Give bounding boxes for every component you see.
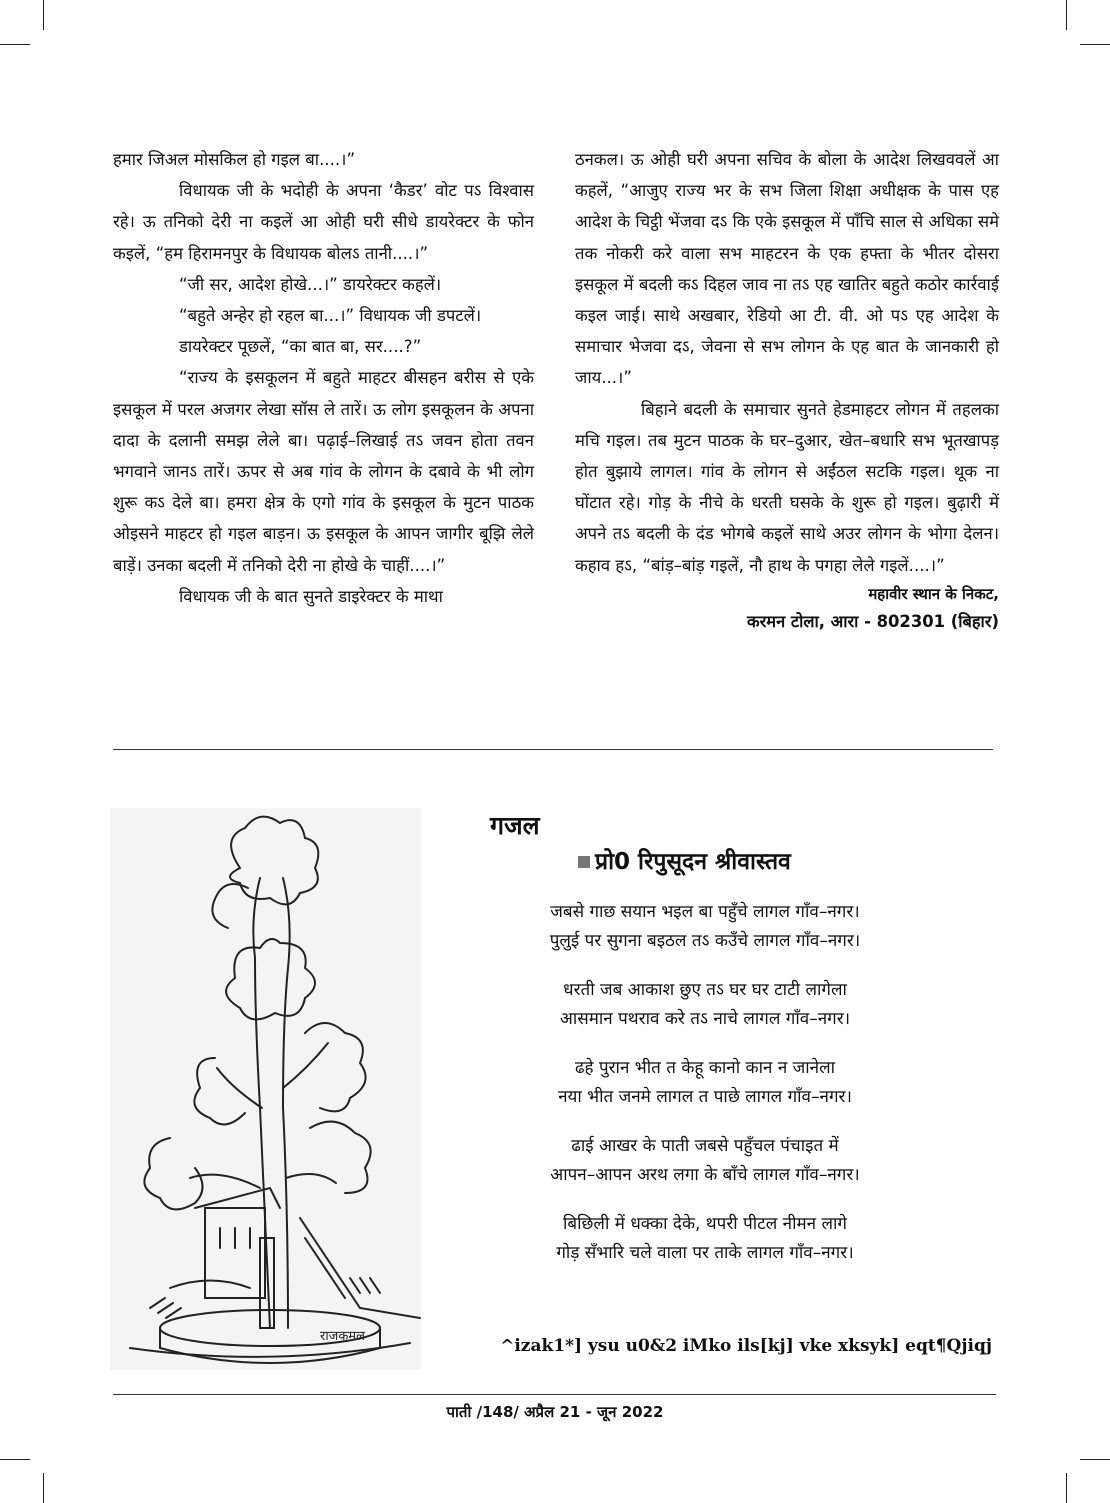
author-address-line2: करमन टोला, आरा - 802301 (बिहार) [747,611,999,631]
paragraph: डायरेक्टर पूछलें, “का बात बा, सर....?” [179,337,422,357]
poem-stanza [455,1210,955,1268]
square-bullet-icon [578,856,590,868]
poem-line: ढहे पुरान भीत त केहू कानो कान न जानेला [574,1058,836,1078]
paragraph: ठनकल। ऊ ओही घरी अपना सचिव के बोला के आदेश लिखववलें आ कहलें, “आजुए राज्य भर के सभ जिला शिक्षा अधीक्षक के पास एह आदेश के चिट्ठी भेंजवा दऽ कि एके इसकूल में पाँचि साल से अधिका समे तक नोकरी करे वाला सभ माहटरन के एक हफ्ता के भीतर दोसरा इसकूल में बदली कऽ दिहल जाव ना तऽ एह खातिर बहुते कठोर कार्रवाई कइल जाई। साथे अखबार, रेडियो आ टी. वी. ओ पऽ एह आदेश के समाचार भेजवा दऽ, जेवना से सभ लोगन के एह बात के जानकारी हो जाय...।” [575,150,999,388]
ghazal-title: गजल [490,811,540,840]
poem-line: गोड़ सँभारि चले वाला पर ताके लागल गाँव–नगर। [556,1243,854,1263]
poem-stanza [455,976,955,1034]
poem-line: बिछिली में धक्का देके, थपरी पीटल नीमन लागे [563,1214,847,1234]
crop-mark [1066,1473,1067,1503]
poem-line: आपन–आपन अरथ लगा के बाँचे लागल गाँव–नगर। [550,1165,860,1185]
article-column-left [113,144,534,612]
tree-sketch-illustration [110,808,421,1370]
paragraph: विधायक जी के बात सुनते डाइरेक्टर के माथा [179,586,443,606]
crop-mark [1080,44,1110,45]
sketch-signature: राजकमल [320,1329,365,1344]
poem-line: पुलुई पर सुगना बइठल तऽ कउँचे लागल गाँव–नगर। [549,931,861,951]
paragraph: बिहाने बदली के समाचार सुनते हेडमाहटर लोगन में तहलका मचि गइल। तब मुटन पाठक के घर–दुआर, खेत–बधारि सभ भूतखापड़ होत बुझाये लागल। गांव के लोगन से अईंठल सटकि गइल। थूक ना घोंटात रहे। गोड़ के नीचे के धरती घसके के शुरू हो गइल। बुढ़ारी में अपने तऽ बदली के दंड भोगबे कइलें साथे अउर लोगन के भोगा देलन। कहाव हऽ, “बांड़–बांड़ गइलें, नौ हाथ के पगहा लेले गइलें....।” [575,399,999,575]
crop-mark [43,0,44,30]
poem-stanza [455,1054,955,1112]
paragraph: “जी सर, आदेश होखे...।” डायरेक्टर कहलें। [179,274,442,294]
crop-mark [1066,0,1067,30]
crop-mark [1080,1459,1110,1460]
poem-line: धरती जब आकाश छुए तऽ घर घर टाटी लागेला [563,980,847,1000]
paragraph: “बहुते अन्हेर हो रहल बा...।” विधायक जी डपटलें। [179,306,482,326]
ghazal-author [578,844,791,876]
ghazal-poem [455,898,955,1288]
poem-line: आसमान पथराव करे तऽ नाचे लागल गाँव–नगर। [559,1009,851,1029]
footer-divider [113,1394,996,1395]
paragraph: “राज्य के इसकूलन में बहुते माहटर बीसहन बरीस से एके इसकूल में परल अजगर लेखा सॉस ले तारें। ऊ लोग इसकूलन के अपना दादा के दलानी समझ लेले बा। पढ़ाई–लिखाई तऽ जवन होता तवन भगवाने जानऽ तारें। ऊपर से अब गांव के लोगन के दबावे के भी लोग शुरू कऽ देले बा। हमरा क्षेत्र के एगो गांव के इसकूल के मुटन पाठक ओइसने माहटर हो गइल बाड़न। ऊ इसकूल के आपन जागीर बूझि लेले बाड़ें। उनका बदली में तनिको देरी ना होखे के चाहीं....।” [113,368,534,575]
author-name: प्रो0 रिपुसूदन श्रीवास्तव [595,849,791,875]
poem-line: जबसे गाछ सयान भइल बा पहुँचे लागल गाँव–नगर। [550,902,860,922]
author-credit-address: ^izak1*] ysu u0&2 iMko ils[kj] vke xksyk] eqt¶Qjiqj [500,1336,992,1356]
paragraph: हमार जिअल मोसकिल हो गइल बा....।” [113,150,356,169]
author-address-line1: महावीर स्थान के निकट, [868,584,999,603]
crop-mark [0,1459,30,1460]
crop-mark [43,1473,44,1503]
poem-stanza [455,1132,955,1190]
page-footer: पाती /148/ अप्रैल 21 - जून 2022 [446,1403,664,1421]
section-divider [113,749,993,750]
paragraph: विधायक जी के भदोही के अपना ‘कैडर’ वोट पऽ विश्वास रहे। ऊ तनिको देरी ना कइलें आ ओही घरी सीधे डायरेक्टर के फोन कइलें, “हम हिरामनपुर के विधायक बोलऽ तानी....।” [113,181,534,263]
tree-sketch-drawing [110,808,421,1370]
poem-line: नया भीत जनमे लागल त पाछे लागल गाँव–नगर। [558,1087,852,1107]
article-column-right [575,144,999,635]
crop-mark [0,44,30,45]
poem-stanza [455,898,955,956]
poem-line: ढाई आखर के पाती जबसे पहुँचल पंचाइत में [571,1136,839,1156]
